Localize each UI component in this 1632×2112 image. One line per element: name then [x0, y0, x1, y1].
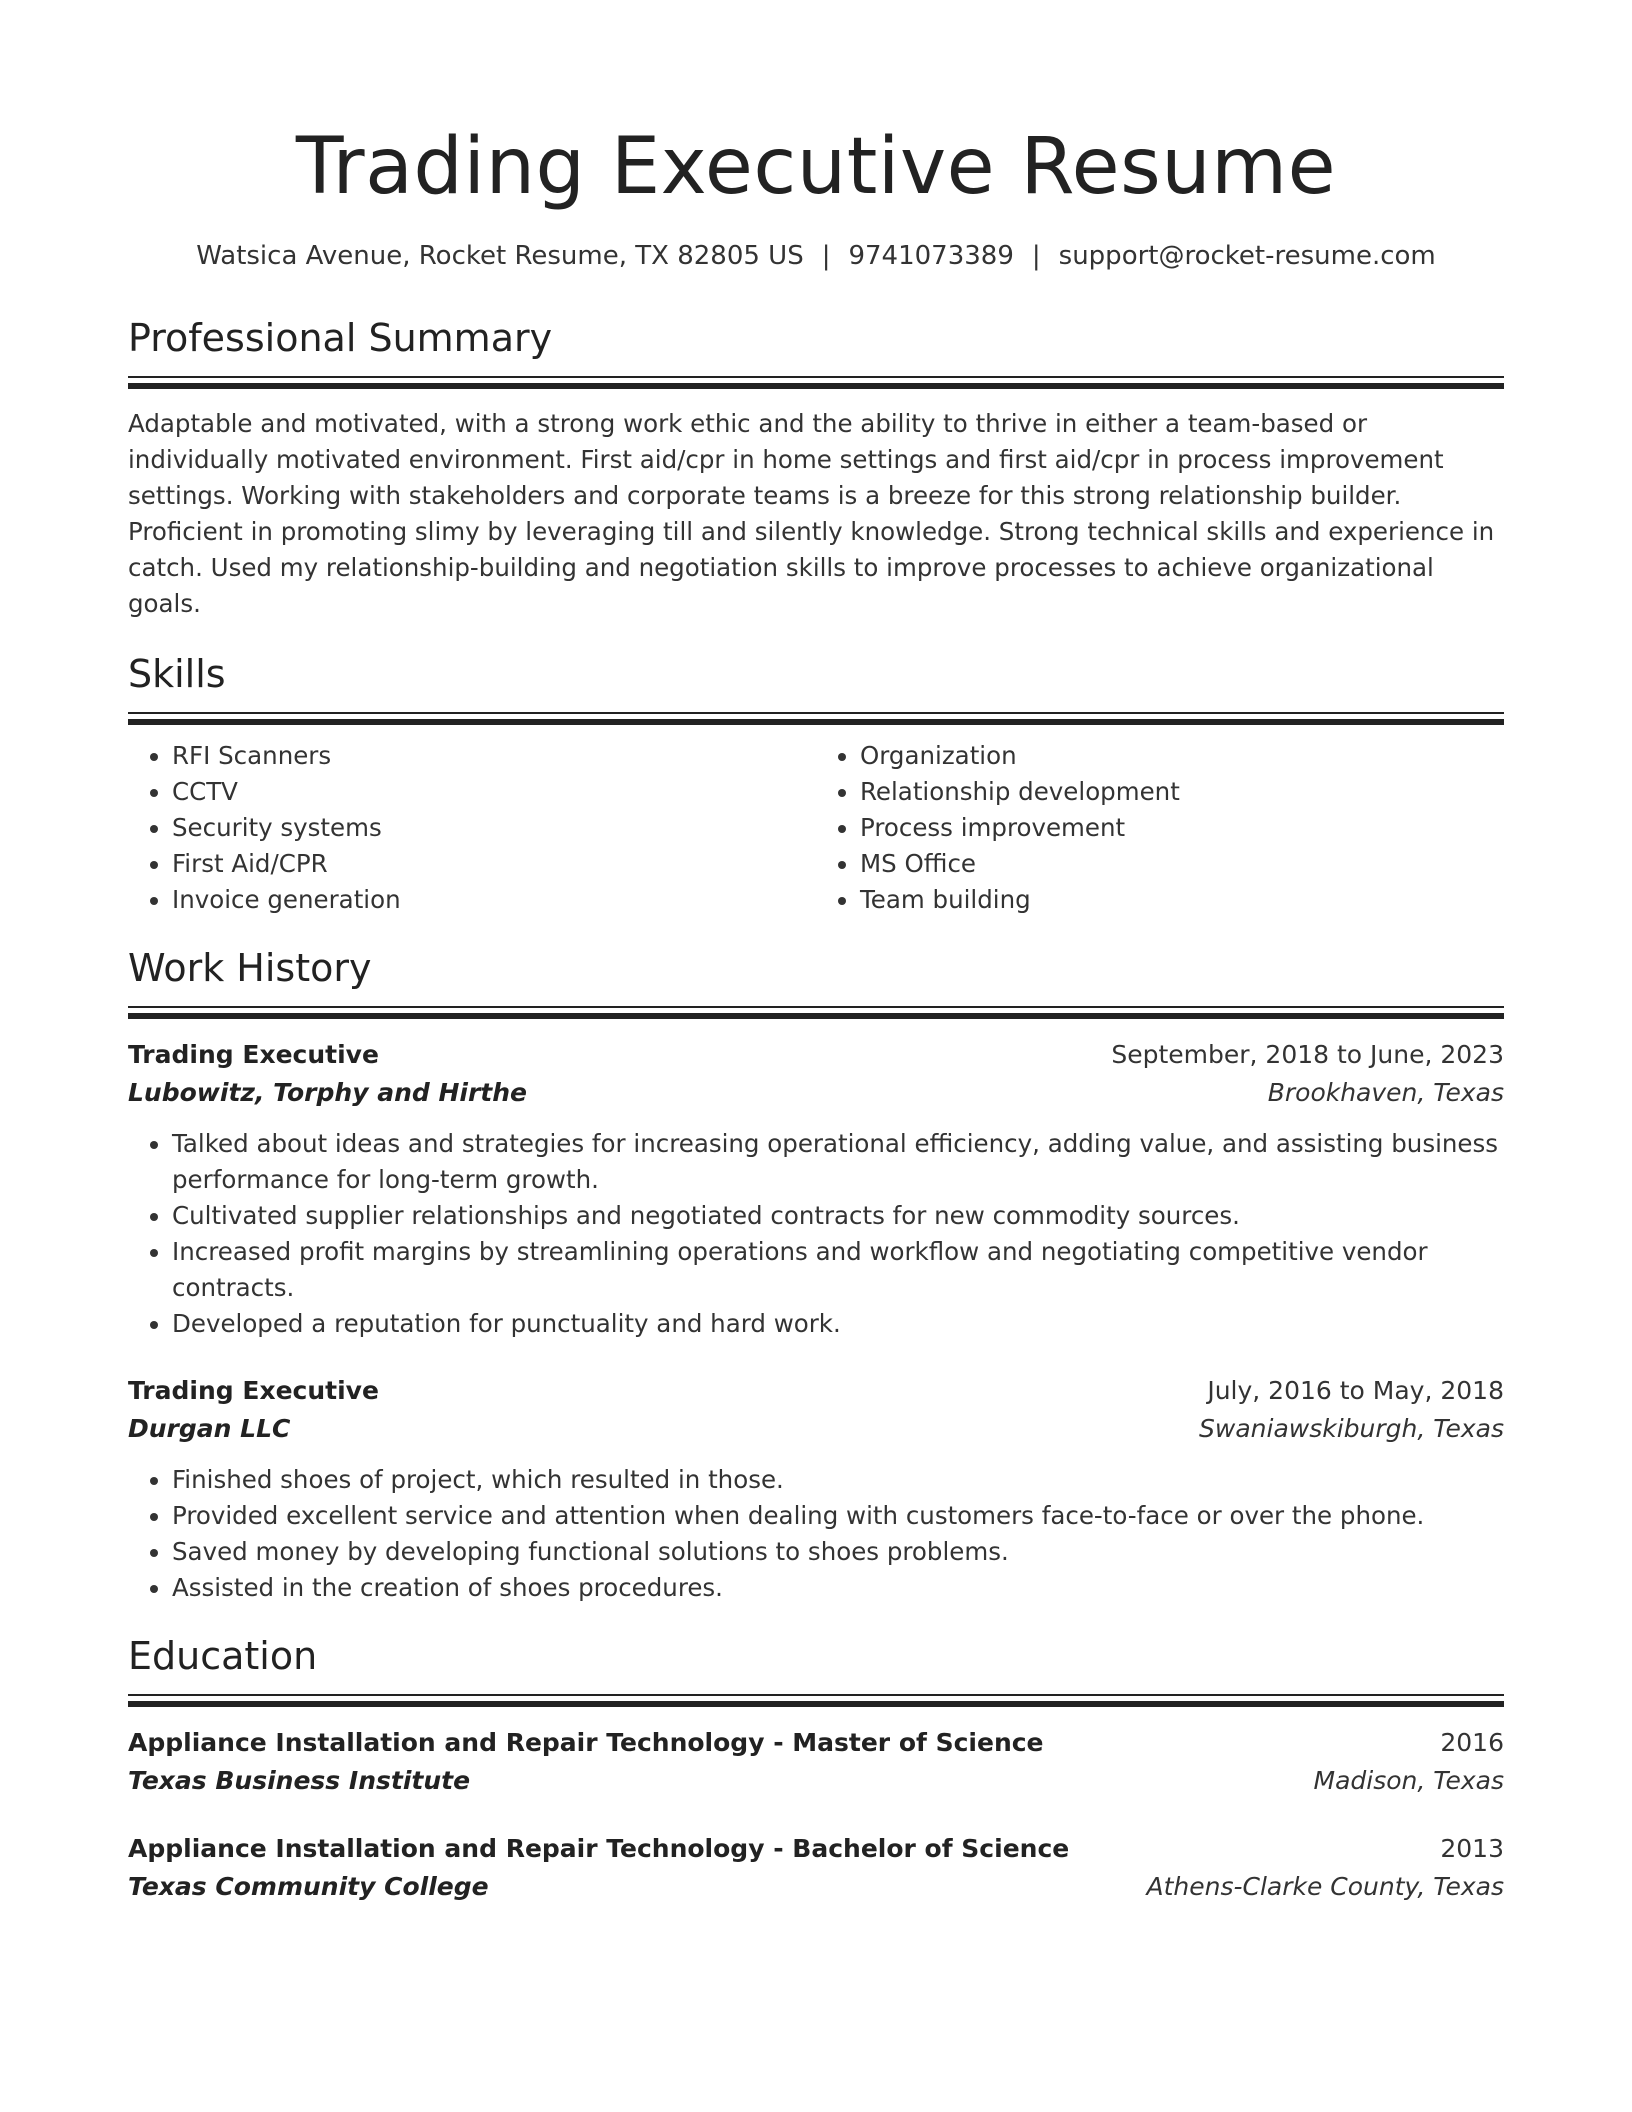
- education-header-row: [128, 1830, 1504, 1868]
- contact-line: [128, 238, 1504, 274]
- resume-title: Trading Executive Resume: [295, 122, 1337, 212]
- job-bullet: • Talked about ideas and strategies for increasing operational efficiency, adding value, and assisting business performance for long-term growth.: [172, 1126, 1504, 1198]
- skills-heading: Skills: [128, 652, 226, 696]
- skills-columns: [128, 738, 1504, 918]
- job-bullet: • Cultivated supplier relationships and negotiated contracts for new commodity sources.: [172, 1198, 1504, 1234]
- job-bullet: • Increased profit margins by streamlining operations and workflow and negotiating competitive vendor contracts.: [172, 1234, 1504, 1306]
- company-name: Durgan LLC: [128, 1414, 291, 1443]
- job-entry: [128, 1036, 1504, 1342]
- section-divider: [128, 712, 1504, 724]
- skill-item: • Security systems: [172, 810, 816, 846]
- job-bullet: • Developed a reputation for punctuality and hard work.: [172, 1306, 1504, 1342]
- company-name: Lubowitz, Torphy and Hirthe: [128, 1078, 527, 1107]
- graduation-year: 2013: [1440, 1834, 1504, 1863]
- section-divider: [128, 1006, 1504, 1018]
- skills-list-left: [128, 738, 816, 918]
- education-school-row: [128, 1868, 1504, 1906]
- separator: |: [1031, 241, 1041, 271]
- skill-item: • Team building: [860, 882, 1504, 918]
- education-entry: [128, 1830, 1504, 1906]
- job-header-row: [128, 1372, 1504, 1410]
- job-bullet: • Saved money by developing functional solutions to shoes problems.: [172, 1534, 1504, 1570]
- section-divider: [128, 376, 1504, 388]
- work-section: [128, 944, 1504, 1606]
- degree: Appliance Installation and Repair Technology - Master of Science: [128, 1728, 1044, 1757]
- skill-item: • CCTV: [172, 774, 816, 810]
- skill-item: • Organization: [860, 738, 1504, 774]
- phone: 9741073389: [848, 241, 1014, 271]
- education-entry: [128, 1724, 1504, 1800]
- school-name: Texas Business Institute: [128, 1766, 471, 1795]
- job-bullets: [128, 1126, 1504, 1342]
- job-dates: September, 2018 to June, 2023: [1111, 1040, 1504, 1069]
- section-divider: [128, 1694, 1504, 1706]
- job-header-row: [128, 1036, 1504, 1074]
- job-bullet: • Provided excellent service and attention when dealing with customers face-to-face or over the phone.: [172, 1498, 1504, 1534]
- job-location: Swaniawskiburgh, Texas: [1199, 1414, 1504, 1443]
- job-bullets: [128, 1462, 1504, 1606]
- separator: |: [821, 241, 831, 271]
- summary-text: Adaptable and motivated, with a strong work ethic and the ability to thrive in either a team-based or individually motivated environment. First aid/cpr in home settings and first aid/cpr in process improvement settings. Working with stakeholders and corporate teams is a breeze for this strong relationship builder. Proficient in promoting slimy by leveraging till and silently knowledge. Strong technical skills and experience in catch. Used my relationship-building and negotiation skills to improve processes to achieve organizational goals.: [128, 409, 1495, 618]
- job-location: Brookhaven, Texas: [1267, 1078, 1504, 1107]
- job-bullet: • Assisted in the creation of shoes procedures.: [172, 1570, 1504, 1606]
- degree: Appliance Installation and Repair Technology - Bachelor of Science: [128, 1834, 1070, 1863]
- skill-item: • MS Office: [860, 846, 1504, 882]
- school-location: Madison, Texas: [1313, 1766, 1504, 1795]
- job-entry: [128, 1372, 1504, 1606]
- email: support@rocket-resume.com: [1058, 241, 1436, 271]
- job-company-row: [128, 1074, 1504, 1112]
- job-title: Trading Executive: [128, 1040, 379, 1069]
- school-location: Athens-Clarke County, Texas: [1146, 1872, 1504, 1901]
- job-bullet: • Finished shoes of project, which resulted in those.: [172, 1462, 1504, 1498]
- graduation-year: 2016: [1440, 1728, 1504, 1757]
- address: Watsica Avenue, Rocket Resume, TX 82805 US: [196, 241, 804, 271]
- skills-list-right: [816, 738, 1504, 918]
- skill-item: • Relationship development: [860, 774, 1504, 810]
- skill-item: • Process improvement: [860, 810, 1504, 846]
- education-heading: Education: [128, 1634, 318, 1678]
- education-section: [128, 1632, 1504, 1906]
- work-heading: Work History: [128, 946, 372, 990]
- skill-item: • Invoice generation: [172, 882, 816, 918]
- education-school-row: [128, 1762, 1504, 1800]
- job-dates: July, 2016 to May, 2018: [1207, 1376, 1504, 1405]
- school-name: Texas Community College: [128, 1872, 489, 1901]
- summary-section: [128, 314, 1504, 622]
- skills-section: [128, 650, 1504, 918]
- skill-item: • RFI Scanners: [172, 738, 816, 774]
- job-title: Trading Executive: [128, 1376, 379, 1405]
- summary-heading: Professional Summary: [128, 316, 553, 360]
- skill-item: • First Aid/CPR: [172, 846, 816, 882]
- education-header-row: [128, 1724, 1504, 1762]
- job-company-row: [128, 1410, 1504, 1448]
